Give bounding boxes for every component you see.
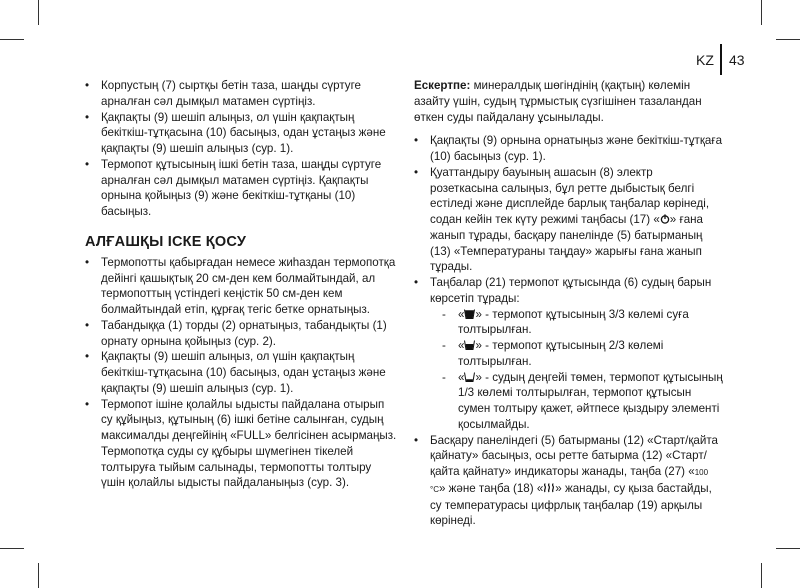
left-column <box>85 78 397 491</box>
list-item: • Корпустың (7) сыртқы бетін таза, шаңды сүртуге арналған сәл дымқыл матамен сүртіңіз. <box>85 78 397 110</box>
list-item: - « » - термопот құтысының 2/3 көлемі толтырылған. <box>430 338 724 370</box>
list-item: • Қақпақты (9) шешіп алыңыз, ол үшін қақпақтың бекіткіш-тұтқасына (10) басыңыз, одан ұстаңыз және қақпақты (9) шешіп алыңыз (сур. 1). <box>85 349 397 396</box>
section-heading: АЛҒАШҚЫ ІСКЕ ҚОСУ <box>85 233 247 250</box>
crop-mark <box>38 563 39 588</box>
power-standby-icon <box>660 214 670 224</box>
right-column <box>414 78 724 529</box>
heating-icon <box>543 483 555 493</box>
water-level-low-icon <box>464 372 475 382</box>
water-level-list <box>430 307 724 433</box>
language-code: KZ <box>696 52 714 68</box>
header-divider <box>720 44 722 75</box>
note-label: Ескертпе: <box>414 79 471 92</box>
list-item: • Қақпақты (9) шешіп алыңыз, ол үшін қақпақтың бекіткіш-тұтқасына (10) басыңыз, одан ұстаңыз және қақпақты (9) шешіп алыңыз (сур. 1). <box>85 110 397 157</box>
list-item: • Термопот құтысының ішкі бетін таза, шаңды сүртуге арналған сәл дымқыл матамен сүртіңіз. Қақпақты орнына қойыңыз (9) және бекіткіш-тұтқаны (10) басыңыз. <box>85 157 397 220</box>
list-item: - « » - термопот құтысының 3/3 көлемі суға толтырылған. <box>430 307 724 339</box>
crop-mark <box>761 563 762 588</box>
list-item: • Таңбалар (21) термопот құтысында (6) судың барын көрсетіп тұрады: - « » - термопот құтысының 3/3 көлемі суға толтырылған. - « » - термопот құтысының 2/3 көлемі толтырылған. - « » - судың деңгейі төмен, термопот құтысының 1/3 көлемі толтырылған, термопот құтысын сумен толтыру қажет, әйтпесе қыздыру элементі қосылмайды. <box>414 275 724 433</box>
list-item: • Табандыққа (1) торды (2) орнатыңыз, табандықты (1) орнату орнына қойыңыз (сур. 2). <box>85 318 397 350</box>
setup-list <box>414 133 724 529</box>
water-level-two-thirds-icon <box>464 340 475 350</box>
list-item: • Қуаттандыру бауының ашасын (8) электр розеткасына салыңыз, бұл ретте дыбыстық белгі естіледі және дисплейде барлық таңбалар көрінеді, содан кейін тек күту режимі таңбасы (17) « » ғана жанып тұрады, басқару панелінде (5) батырманың (13) «Температураны таңдау» жарығы ғана жанып тұрады. <box>414 165 724 275</box>
list-item: - « » - судың деңгейі төмен, термопот құтысының 1/3 көлемі толтырылған, термопот құтысын сумен толтыру қажет, әйтпесе қыздыру элементі қосылмайды. <box>430 370 724 433</box>
first-use-list <box>85 255 397 491</box>
note-text: минералдық шөгіндінің (қақтың) көлемін азайту үшін, судың тұрмыстық сүзгішінен тазаландан өткен суды пайдалану ұсынылады. <box>414 79 702 124</box>
note-paragraph <box>414 78 724 125</box>
boil-temperature-symbol: 100 °C <box>430 468 709 494</box>
crop-mark <box>761 0 762 25</box>
page-header <box>668 50 758 74</box>
page-number: 43 <box>729 52 745 68</box>
crop-mark <box>0 39 24 40</box>
list-item: • Қақпақты (9) орнына орнатыңыз және бекіткіш-тұтқаға (10) басыңыз (сур. 1). <box>414 133 724 165</box>
list-item: • Басқару панеліндегі (5) батырманы (12) «Старт/қайта қайнату» басыңыз, осы ретте батырма (12) «Старт/қайта қайнату» индикаторы жанады, таңба (27) «100 °C» және таңба (18) « » жанады, су қыза бастайды, су температурасы цифрлық таңбалар (19) арқылы көрінеді. <box>414 433 724 530</box>
list-item: • Термопот ішіне қолайлы ыдысты пайдалана отырып су құйыңыз, құтының (6) ішкі бетіне салынған, судың максималды деңгейінің «FULL» белгісінен асырмаңыз. Термопотқа суды су құбыры шүмегінен тікелей толтыруға тыйым салынады, термопотты толтыру үшін қолайлы ыдысты пайдаланыңыз (сур. 3). <box>85 397 397 492</box>
crop-mark <box>776 39 800 40</box>
crop-mark <box>0 548 24 549</box>
list-item: • Термопотты қабырғадан немесе жиһаздан термопотқа дейінгі қашықтық 20 см-ден кем болмайтындай, ал термопоттың үстіндегі кеңістік 50 см-ден кем болмайтындай етіп, құрғақ тегіс бетке орнатыңыз. <box>85 255 397 318</box>
water-level-full-icon <box>464 309 475 319</box>
crop-mark <box>38 0 39 25</box>
cleaning-list <box>85 78 397 220</box>
crop-mark <box>776 548 800 549</box>
